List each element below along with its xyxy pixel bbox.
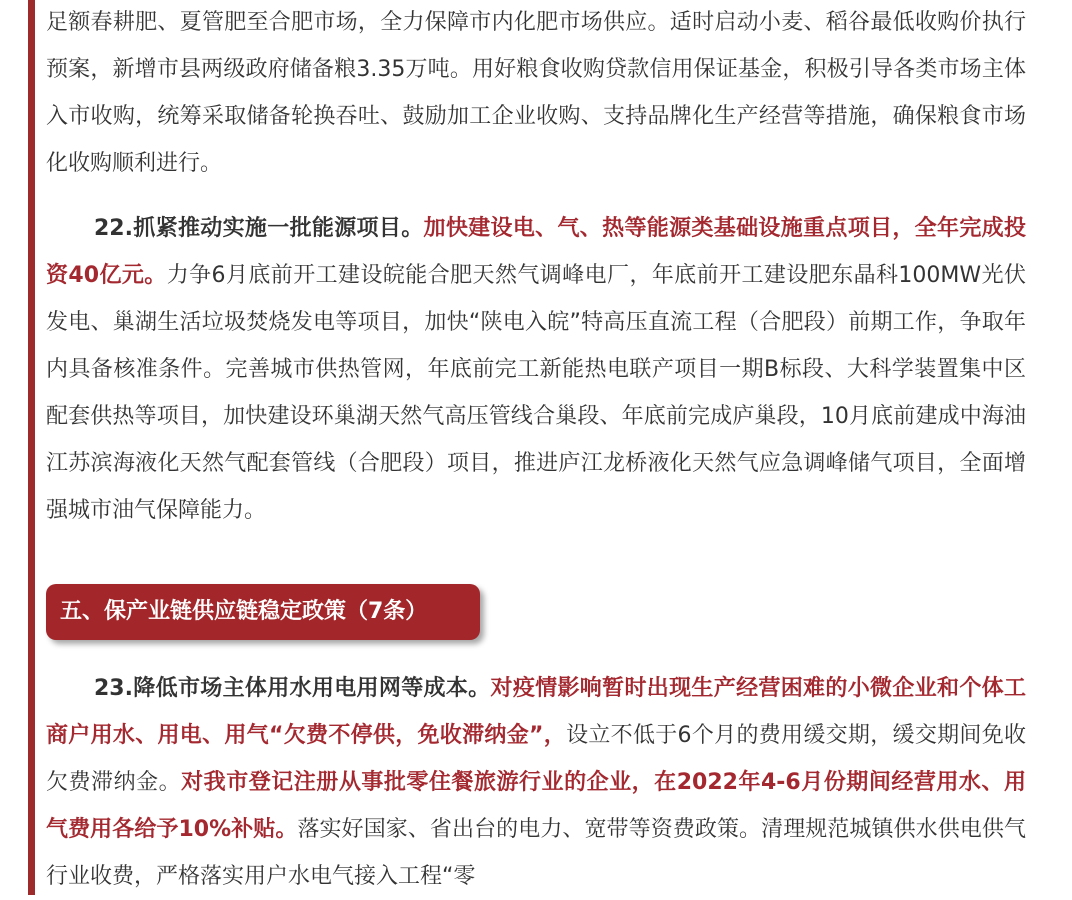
left-accent-bar [0,0,34,895]
item-body: 设立不低于6个月的费用缓交期，缓交期间免收欠费滞纳金。 [46,723,1027,795]
section-title-banner [46,584,480,640]
paragraph-energy-projects [46,205,1026,534]
item-heading: 22.抓紧推动实施一批能源项目。 [94,216,424,241]
item-body: 力争6月底前开工建设皖能合肥天然气调峰电厂，年底前开工建设肥东晶科100MW光伏发电、巢湖生活垃圾焚烧发电等项目，加快“陕电入皖”特高压直流工程（合肥段）前期工作，争取年内具备核准条件。完善城市供热管网，年底前完工新能热电联产项目一期B标段、大科学装置集中区配套供热等项目，加快建设环巢湖天然气高压管线合巢段、年底前完成庐巢段，10月底前建成中海油江苏滨海液化天然气配套管线（合肥段）项目，推进庐江龙桥液化天然气应急调峰储气项目，全面增强城市油气保障能力。 [46,263,1026,523]
item-highlight: 加快建设电、气、热等能源类基础设施重点项目，全年完成投资40亿元。 [46,216,1026,288]
item-highlight: 对我市登记注册从事批零住餐旅游行业的企业，在2022年4-6月份期间经营用水、用气费用各给予10%补贴。 [46,770,1026,842]
paragraph-text: 足额春耕肥、夏管肥至合肥市场，全力保障市内化肥市场供应。适时启动小麦、稻谷最低收购价执行预案，新增市县两级政府储备粮3.35万吨。用好粮食收购贷款信用保证基金，积极引导各类市场主体入市收购，统筹采取储备轮换吞吐、鼓励加工企业收购、支持品牌化生产经营等措施，确保粮食市场化收购顺利进行。 [46,10,1026,176]
item-heading: 23.降低市场主体用水用电用网等成本。 [94,676,491,701]
item-body: 落实好国家、省出台的电力、宽带等资费政策。清理规范城镇供水供电供气行业收费，严格落实用户水电气接入工程“零 [46,817,1026,889]
item-highlight: 对疫情影响暂时出现生产经营困难的小微企业和个体工商户用水、用电、用气“欠费不停供，免收滞纳金”， [46,676,1026,748]
paragraph-reduce-costs [46,665,1026,900]
paragraph-fertilizer-grain [46,0,1026,187]
section-title: 五、保产业链供应链稳定政策（7条） [60,599,428,624]
